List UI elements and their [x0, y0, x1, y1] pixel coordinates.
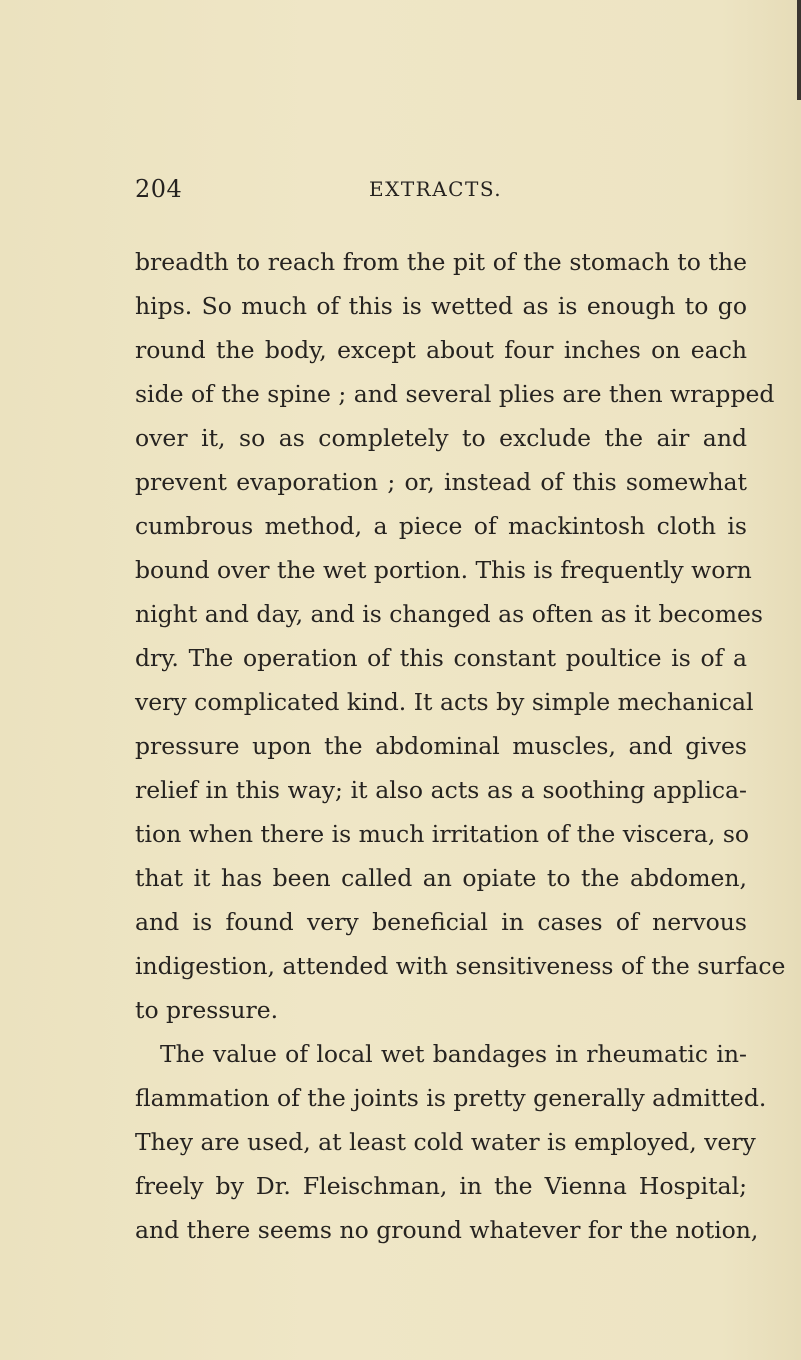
text-line: night and day, and is changed as often as it becomes	[135, 600, 763, 628]
text-line: side of the spine ; and several plies are then wrapped	[135, 380, 775, 408]
text-line: freely by Dr. Fleischman, in the Vienna Hospital;	[135, 1172, 747, 1200]
page-edge-shadow	[797, 0, 801, 100]
text-line: bound over the wet portion. This is frequently worn	[135, 556, 752, 584]
text-line: and is found very beneficial in cases of nervous	[135, 908, 747, 936]
paragraph-end-line: to pressure.	[135, 996, 279, 1024]
text-line: and there seems no ground whatever for the notion,	[135, 1216, 759, 1244]
text-line: tion when there is much irritation of the viscera, so	[135, 820, 750, 848]
text-line: dry. The operation of this constant poultice is of a	[135, 644, 747, 672]
text-line: very complicated kind. It acts by simple mechanical	[135, 688, 754, 716]
text-line: pressure upon the abdominal muscles, and gives	[135, 732, 747, 760]
text-line: They are used, at least cold water is employed, very	[135, 1128, 756, 1156]
body-text	[135, 240, 786, 1252]
running-head	[135, 175, 745, 205]
text-line: over it, so as completely to exclude the air and	[135, 424, 747, 452]
text-line: prevent evaporation ; or, instead of this somewhat	[135, 468, 747, 496]
paragraph-start-line: The value of local wet bandages in rheumatic in-	[160, 1040, 747, 1068]
text-line: breadth to reach from the pit of the stomach to the	[135, 248, 747, 276]
text-line: flammation of the joints is pretty generally admitted.	[135, 1084, 767, 1112]
text-line: hips. So much of this is wetted as is enough to go	[135, 292, 747, 320]
text-line: cumbrous method, a piece of mackintosh cloth is	[135, 512, 747, 540]
page-number: 204	[135, 175, 183, 203]
text-line: round the body, except about four inches on each	[135, 336, 747, 364]
running-title: EXTRACTS.	[369, 177, 503, 201]
text-line: indigestion, attended with sensitiveness of the surface	[135, 952, 786, 980]
text-line: relief in this way; it also acts as a soothing applica-	[135, 776, 747, 804]
text-line: that it has been called an opiate to the abdomen,	[135, 864, 747, 892]
